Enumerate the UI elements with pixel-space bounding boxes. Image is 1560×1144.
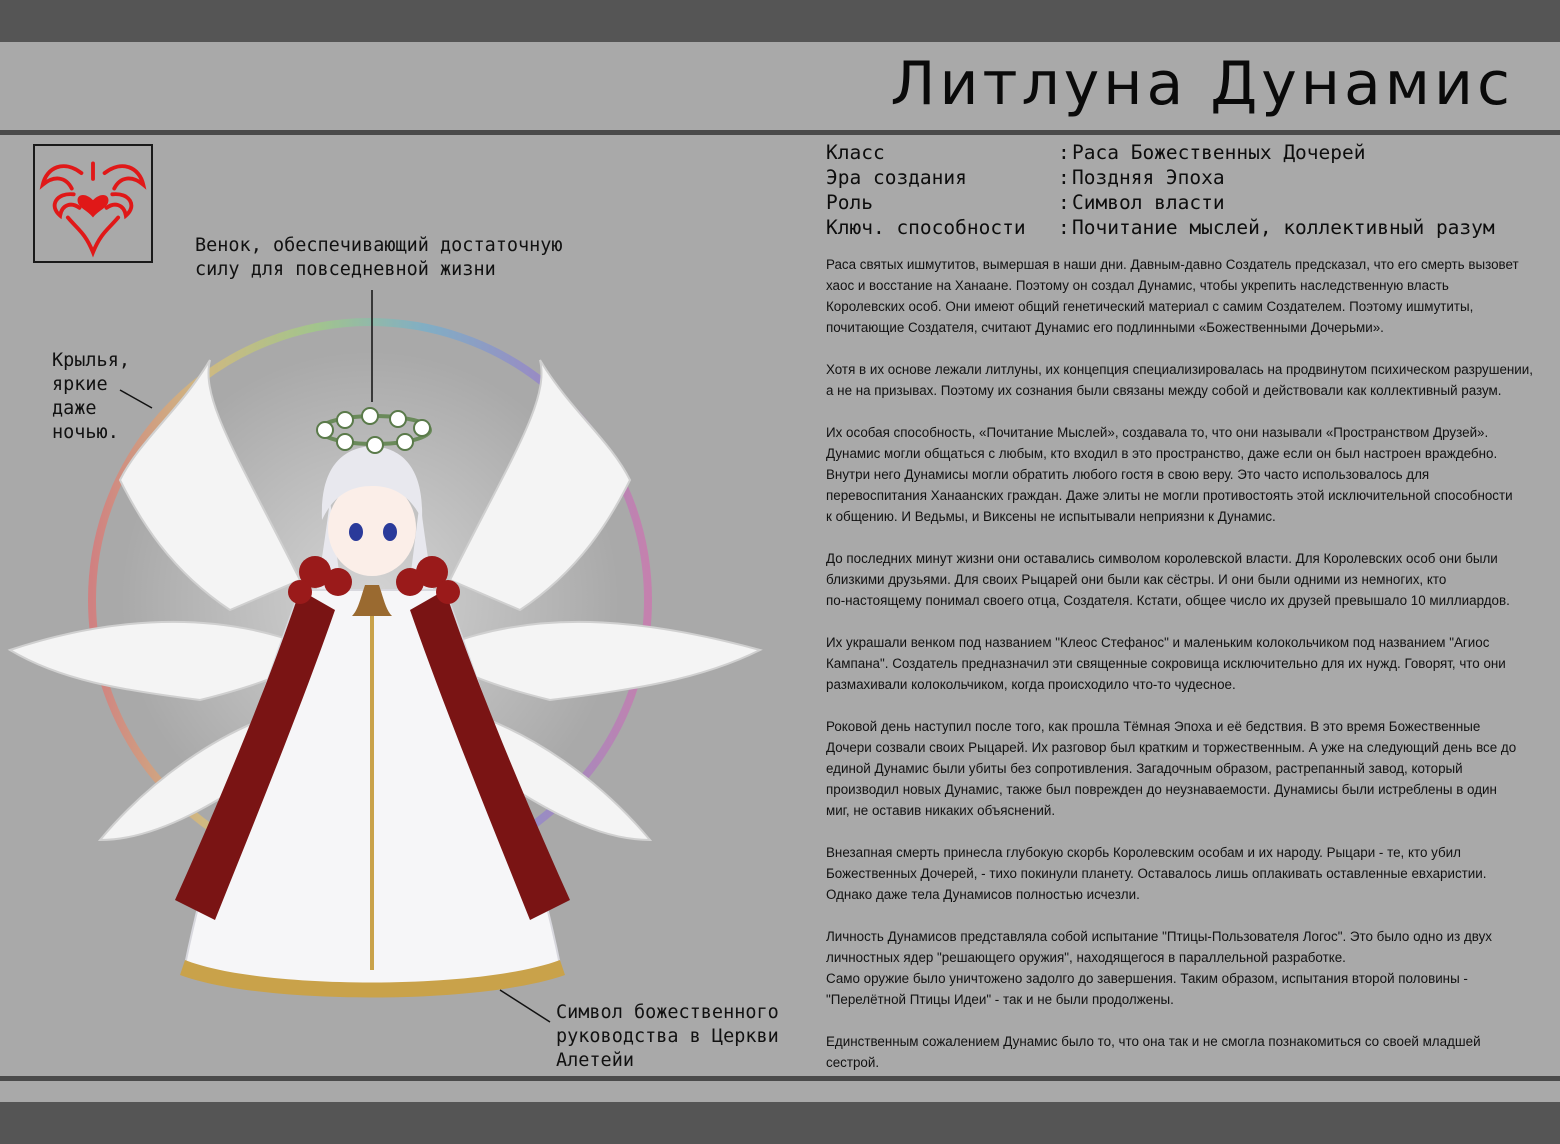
header-divider <box>0 130 1560 135</box>
stat-row <box>826 140 1546 165</box>
bio-line: перевоспитания Ханаанских граждан. Даже элиты не могли противостоять этой исключительной способности <box>826 488 1513 503</box>
stat-separator: : <box>1058 216 1070 239</box>
bio-paragraph <box>826 548 1554 611</box>
callout-line: яркие <box>52 374 108 395</box>
biography-text <box>826 254 1554 1094</box>
stat-separator: : <box>1058 191 1070 214</box>
stat-row <box>826 165 1546 190</box>
stat-row <box>826 190 1546 215</box>
bio-line: Хотя в их основе лежали литлуны, их концепция специализировалась на продвинутом психическом разрушении, <box>826 362 1533 377</box>
bio-paragraph <box>826 359 1554 401</box>
bio-line: Их особая способность, «Почитание Мыслей», создавала то, что они называли «Пространством Друзей». <box>826 425 1489 440</box>
bio-paragraph <box>826 1031 1554 1073</box>
bio-paragraph <box>826 716 1554 821</box>
callout-line: Крылья, <box>52 350 130 371</box>
wings-callout <box>52 349 130 445</box>
stat-label: Эра создания <box>826 166 967 189</box>
bio-line: Их украшали венком под названием "Клеос Стефанос" и маленьким колокольчиком под названием "Агиос <box>826 635 1490 650</box>
callout-line: даже <box>52 398 97 419</box>
stat-label: Роль <box>826 191 873 214</box>
stat-value: Символ власти <box>1072 191 1225 214</box>
bio-line: миг, не оставив никаких объяснений. <box>826 803 1056 818</box>
stats-table <box>826 140 1546 240</box>
stat-label: Класс <box>826 141 885 164</box>
red-heart-crest-icon <box>35 146 151 261</box>
bio-line: почитающие Создателя, считают Дунамис его подлинными «Божественными Дочерьми». <box>826 320 1384 335</box>
callout-line: Венок, обеспечивающий достаточную <box>195 235 563 256</box>
stat-separator: : <box>1058 166 1070 189</box>
callout-line: ночью. <box>52 422 119 443</box>
bio-paragraph <box>826 842 1554 905</box>
emblem-frame <box>33 144 153 263</box>
bio-paragraph <box>826 254 1554 338</box>
stat-separator: : <box>1058 141 1070 164</box>
bio-paragraph <box>826 632 1554 695</box>
footer-divider <box>0 1076 1560 1081</box>
stat-value: Почитание мыслей, коллективный разум <box>1072 216 1495 239</box>
top-band <box>0 0 1560 42</box>
stat-row <box>826 215 1546 240</box>
bio-line: по-настоящему понимал своего отца, Создателя. Кстати, общее число их друзей превышало 10 миллиардов. <box>826 593 1510 608</box>
stat-value: Раса Божественных Дочерей <box>1072 141 1366 164</box>
bio-line: сестрой. <box>826 1055 880 1070</box>
bio-line: Дунамис могли общаться с любым, кто входил в это пространство, даже если он был настроен враждебно. <box>826 446 1498 461</box>
hem-callout <box>556 1001 779 1073</box>
bio-line: Само оружие было уничтожено задолго до завершения. Таким образом, испытания второй половины - <box>826 971 1468 986</box>
callout-line: Символ божественного <box>556 1002 779 1023</box>
stat-value: Поздняя Эпоха <box>1072 166 1225 189</box>
bio-line: Однако даже тела Дунамисов полностью исчезли. <box>826 887 1140 902</box>
bio-line: к общению. И Ведьмы, и Виксены не испытывали неприязни к Дунамис. <box>826 509 1276 524</box>
callout-line: силу для повседневной жизни <box>195 259 496 280</box>
hem-leader-line <box>500 990 550 1022</box>
bio-line: Единственным сожалением Дунамис было то, что она так и не смогла познакомиться со своей младшей <box>826 1034 1481 1049</box>
callout-line: руководства в Церкви <box>556 1026 779 1047</box>
bio-line: Дочери созвали своих Рыцарей. Их разговор был кратким и торжественным. А уже на следующий день все до <box>826 740 1517 755</box>
page-title: Литлуна Дунамис <box>890 49 1514 119</box>
bio-line: До последних минут жизни они оставались символом королевской власти. Для Королевских особ они были <box>826 551 1498 566</box>
bio-line: Внутри него Дунамисы могли обратить любого гостя в свою веру. Это часто использовалось для <box>826 467 1430 482</box>
bio-line: а не на призывах. Поэтому их сознания были связаны между собой и действовали как коллективный разум. <box>826 383 1502 398</box>
bio-line: Королевских особ. Они имеют общий генетический материал с самим Создателем. Поэтому ишмутиты, <box>826 299 1474 314</box>
bio-line: личностных ядер "решающего оружия", находящегося в параллельной разработке. <box>826 950 1346 965</box>
bio-line: Раса святых ишмутитов, вымершая в наши дни. Давным-давно Создатель предсказал, что его смерть вызовет <box>826 257 1519 272</box>
bio-line: близкими друзьями. Для своих Рыцарей они были как сёстры. И они были одними из немногих, кто <box>826 572 1447 587</box>
bio-line: Внезапная смерть принесла глубокую скорбь Королевским особам и их народу. Рыцари - те, кто убил <box>826 845 1461 860</box>
bio-paragraph <box>826 926 1554 1010</box>
bio-line: Роковой день наступил после того, как прошла Тёмная Эпоха и её бедствия. В это время Божественные <box>826 719 1481 734</box>
wreath-callout <box>195 234 563 282</box>
bio-paragraph <box>826 422 1554 527</box>
bottom-band <box>0 1102 1560 1144</box>
bio-line: Божественных Дочерей, - тихо покинули планету. Оставалось лишь оплакивать оставленные евхаристии. <box>826 866 1487 881</box>
callout-line: Алетейи <box>556 1050 634 1071</box>
bio-line: размахивали колокольчиком, когда происходило что-то чудесное. <box>826 677 1236 692</box>
bio-line: производил новых Дунамис, также был поврежден до неузнаваемости. Дунамисы были истреблены в один <box>826 782 1497 797</box>
bio-line: Личность Дунамисов представляла собой испытание "Птицы-Пользователя Логос". Это было одно из двух <box>826 929 1492 944</box>
bio-line: "Перелётной Птицы Идеи" - так и не были продолжены. <box>826 992 1174 1007</box>
bio-line: хаос и восстание на Ханаане. Поэтому он создал Дунамис, чтобы укрепить наследственную власть <box>826 278 1449 293</box>
bio-line: Кампана". Создатель предназначил эти священные сокровища исключительно для их нужд. Говорят, что они <box>826 656 1506 671</box>
stat-label: Ключ. способности <box>826 216 1026 239</box>
bio-line: единой Дунамис были убиты без сопротивления. Загадочным образом, растрепанный завод, который <box>826 761 1463 776</box>
